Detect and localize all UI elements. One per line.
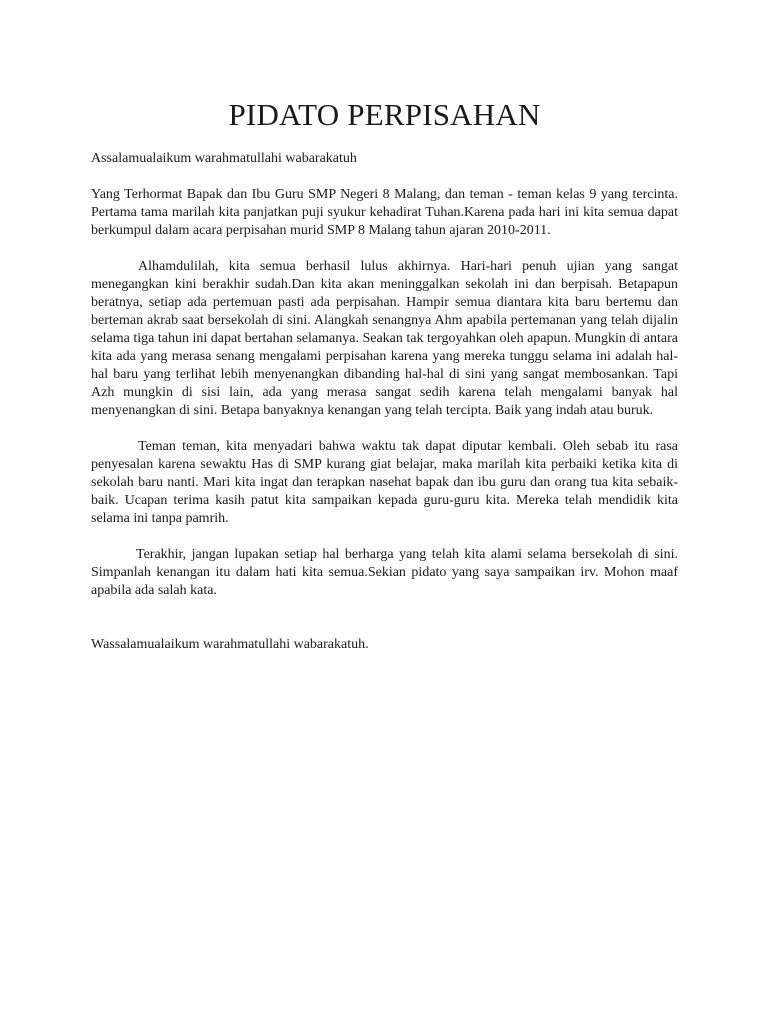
closing-greeting: Wassalamualaikum warahmatullahi wabarakatuh. — [91, 637, 369, 652]
page-title: PIDATO PERPISAHAN — [228, 97, 541, 132]
paragraph-intro: Yang Terhormat Bapak dan Ibu Guru SMP Negeri 8 Malang, dan teman - teman kelas 9 yang tercinta. Pertama tama marilah kita panjatkan puji syukur kehadirat Tuhan.Karena pada hari ini kita semua dapat berkumpul dalam acara perpisahan murid SMP 8 Malang tahun ajaran 2010-2011. — [91, 187, 678, 238]
paragraph-graduation: Alhamdulilah, kita semua berhasil lulus akhirnya. Hari-hari penuh ujian yang sangat menegangkan kini berakhir sudah.Dan kita akan meninggalkan sekolah ini dan berpisah. Betapapun beratnya, setiap ada pertemuan pasti ada perpisahan. Hampir semua diantara kita baru bertemu dan berteman akrab saat bersekolah di sini. Alangkah senangnya Ahm apabila pertemanan yang telah dijalin selama tiga tahun ini dapat bertahan selamanya. Seakan tak tergoyahkan oleh apapun. Mungkin di antara kita ada yang merasa senang mengalami perpisahan karena yang mereka tunggu selama ini adalah hal-hal baru yang terlihat lebih menyenangkan dibanding hal-hal di sini yang sangat membosankan. Tapi Azh mungkin di sisi lain, ada yang merasa sangat sedih karena telah mengalami banyak hal menyenangkan di sini. Betapa banyaknya kenangan yang telah tercipta. Baik yang indah atau buruk. — [91, 259, 678, 418]
paragraph-advice: Teman teman, kita menyadari bahwa waktu tak dapat diputar kembali. Oleh sebab itu rasa penyesalan karena sewaktu Has di SMP kurang giat belajar, maka marilah kita perbaiki ketika kita di sekolah baru nanti. Mari kita ingat dan terapkan nasehat bapak dan ibu guru dan orang tua kita sebaik-baik. Ucapan terima kasih patut kita sampaikan kepada guru-guru kita. Mereka telah mendidik kita selama ini tanpa pamrih. — [91, 439, 678, 526]
opening-greeting: Assalamualaikum warahmatullahi wabarakatuh — [91, 151, 357, 166]
paragraph-closing-remarks: Terakhir, jangan lupakan setiap hal berharga yang telah kita alami selama bersekolah di sini. Simpanlah kenangan itu dalam hati kita semua.Sekian pidato yang saya sampaikan irv. Mohon maaf apabila ada salah kata. — [91, 547, 678, 598]
